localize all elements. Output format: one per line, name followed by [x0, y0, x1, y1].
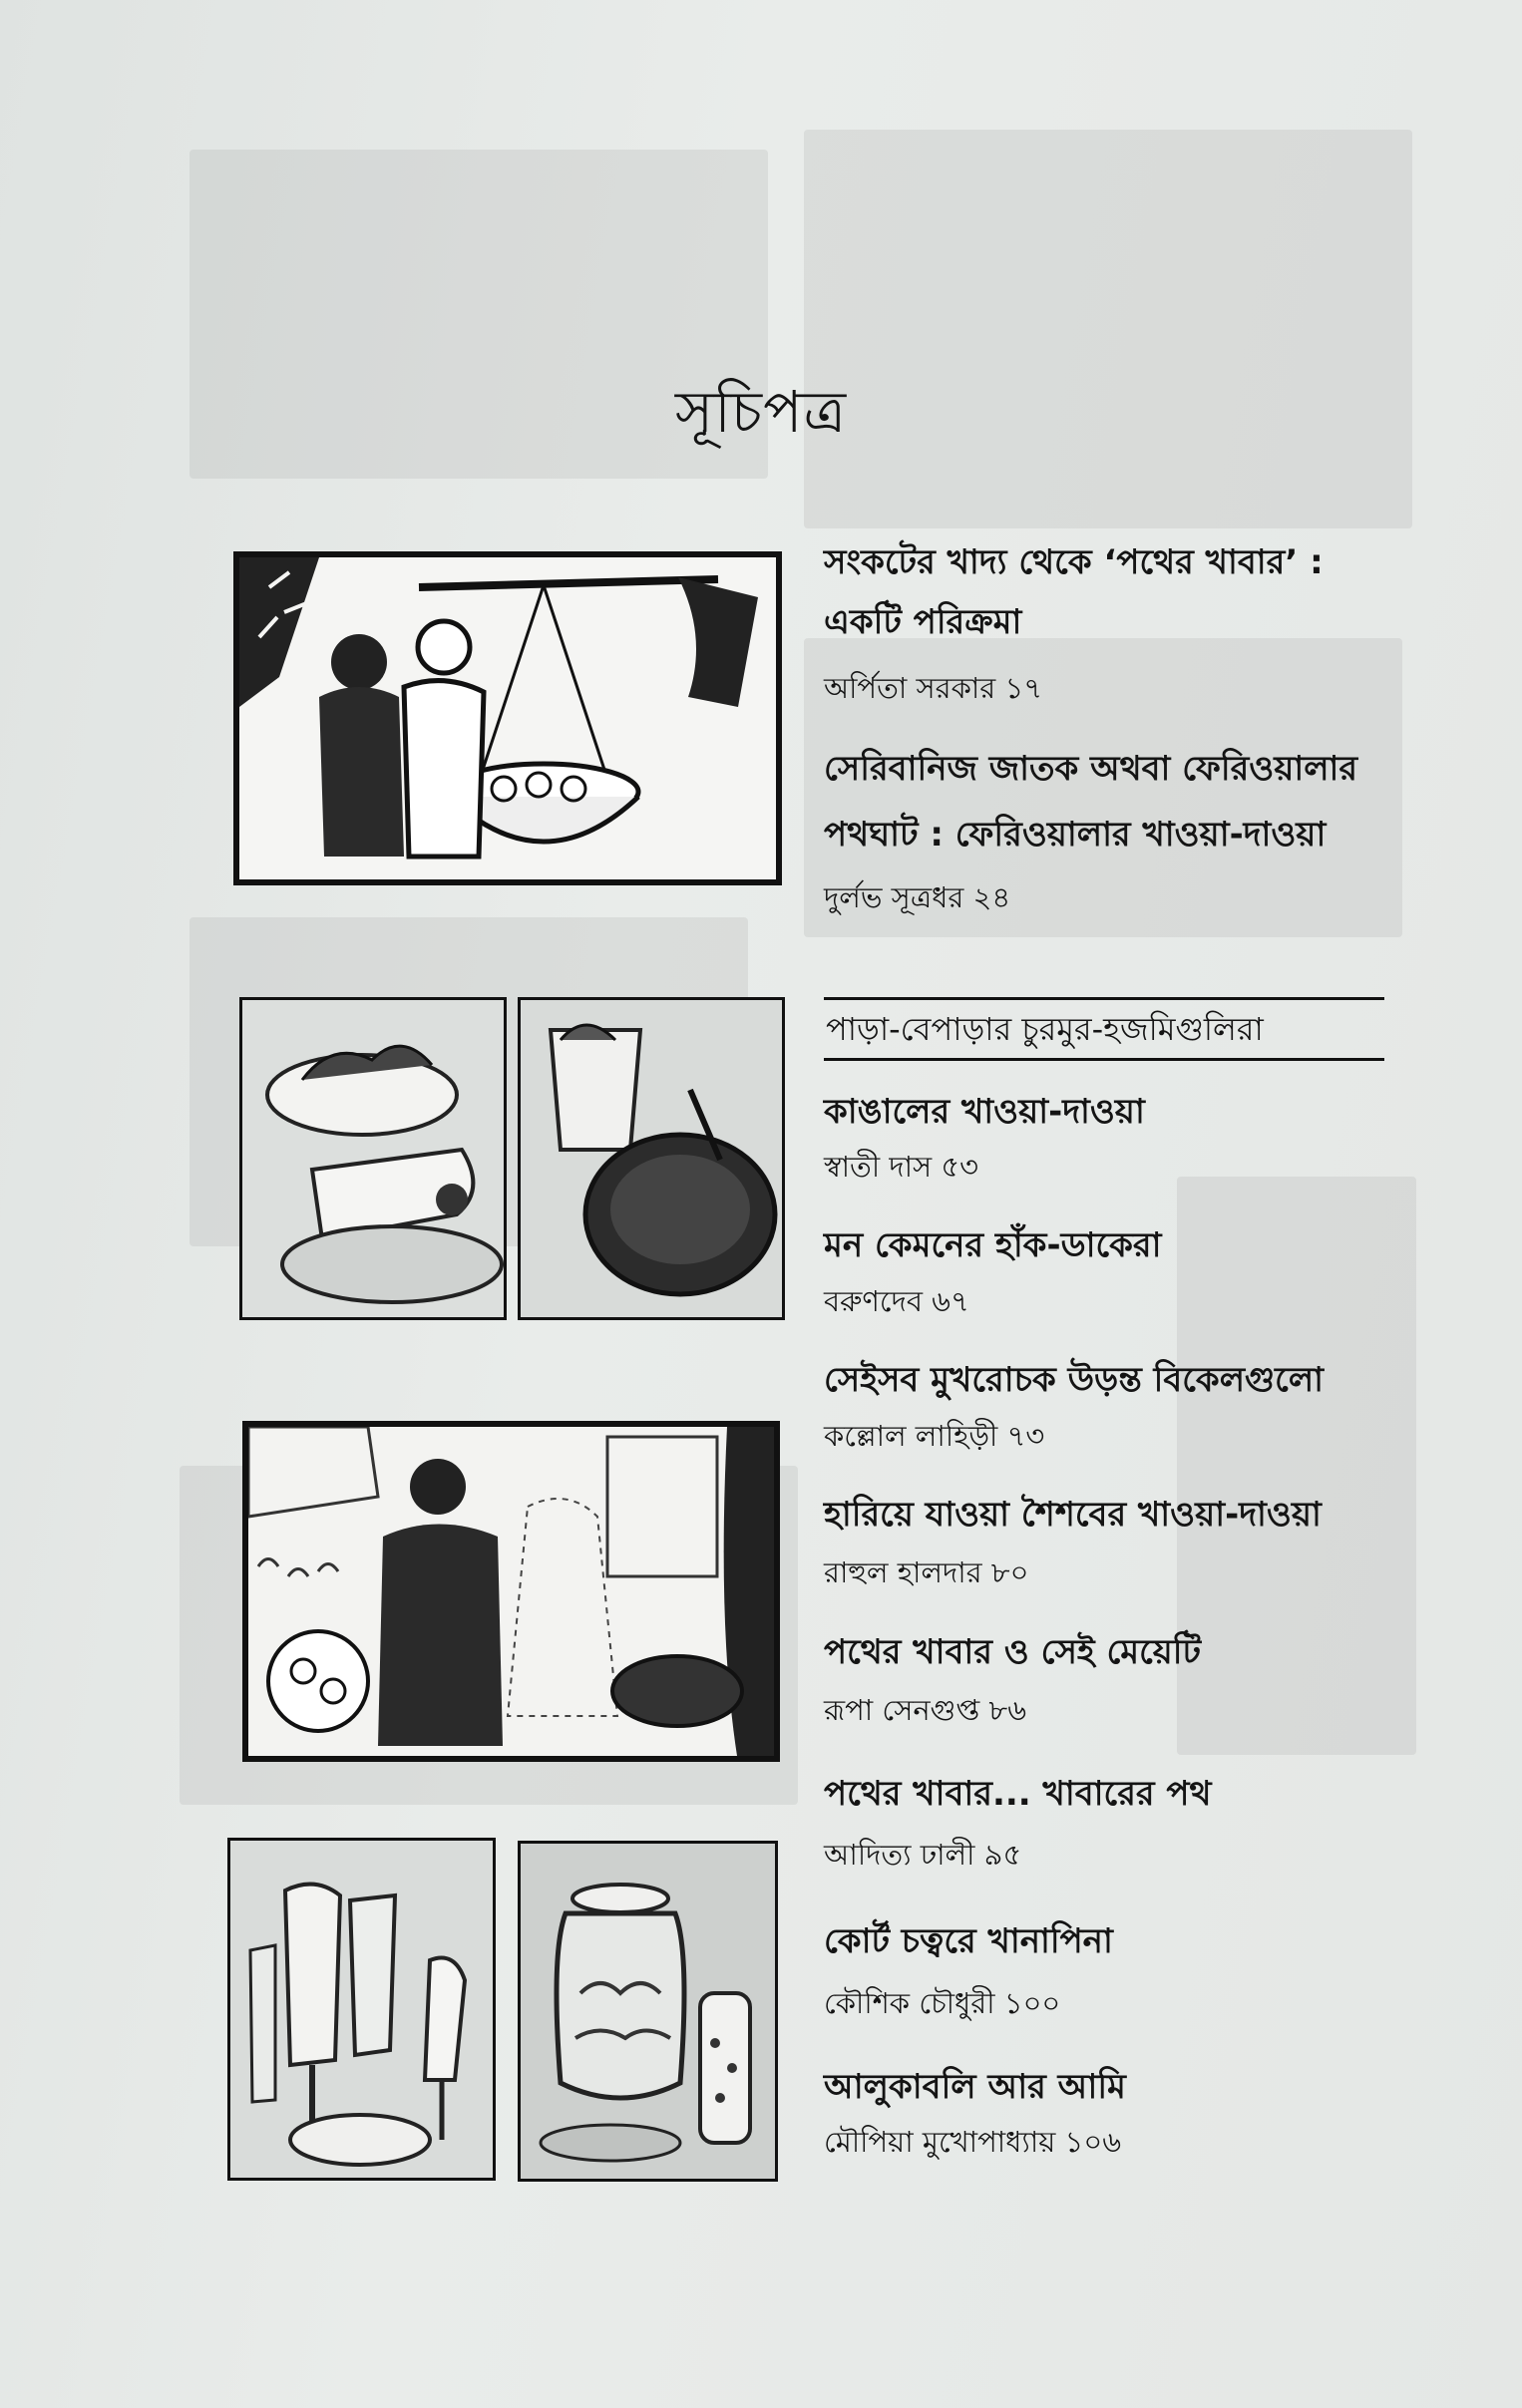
page-title: সূচিপত্র — [674, 377, 848, 446]
toc-entry-title: হারিয়ে যাওয়া শৈশবের খাওয়া-দাওয়া — [824, 1495, 1322, 1535]
toc-entry-author: অর্পিতা সরকার ১৭ — [824, 671, 1043, 705]
toc-entry-author: রাহুল হালদার ৮০ — [824, 1555, 1029, 1589]
toc-entry-author: রূপা সেনগুপ্ত ৮৬ — [824, 1693, 1027, 1727]
toc-entry-author: মৌপিয়া মুখোপাধ্যায় ১০৬ — [824, 2125, 1122, 2159]
toc-entry-title: পথের খাবার ও সেই মেয়েটি — [824, 1632, 1202, 1672]
toc-entry-title: সংকটের খাদ্য থেকে ‘পথের খাবার’ : — [824, 542, 1324, 582]
toc-entry-author: কল্লোল লাহিড়ী ৭৩ — [824, 1419, 1045, 1453]
toc-entry-title: সেইসব মুখরোচক উড়ন্ত বিকেলগুলো — [824, 1360, 1325, 1400]
ice-candy-illustration-icon — [227, 1838, 496, 2181]
toc-entry-title: সেরিবানিজ জাতক অথবা ফেরিওয়ালার — [824, 749, 1358, 789]
toc-entry-title: পথের খাবার... খাবারের পথ — [824, 1774, 1212, 1814]
toc-entry-title: মন কেমনের হাঁক-ডাকেরা — [824, 1225, 1162, 1265]
plated-snacks-illustration-icon — [239, 997, 507, 1320]
toc-entry-title: পথঘাট : ফেরিওয়ালার খাওয়া-দাওয়া — [824, 815, 1327, 855]
bleed-through-block — [804, 130, 1412, 528]
pickle-jar-illustration-icon — [518, 1841, 778, 2182]
toc-entry-author: বরুণদেব ৬৭ — [824, 1284, 969, 1318]
chaat-bowl-illustration-icon — [518, 997, 785, 1320]
toc-entry-title: কোর্ট চত্বরে খানাপিনা — [824, 1921, 1113, 1961]
toc-entry-author: কৌশিক চৌধুরী ১০০ — [824, 1986, 1061, 2020]
toc-entry-author: আদিত্য ঢালী ৯৫ — [824, 1838, 1022, 1872]
street-eater-illustration-icon — [242, 1421, 780, 1762]
toc-entry-title: আলুকাবলি আর আমি — [824, 2067, 1126, 2107]
toc-entry-title: একটি পরিক্রমা — [824, 602, 1022, 642]
section-heading: পাড়া-বেপাড়ার চুরমুর-হজমিগুলিরা — [824, 997, 1384, 1061]
toc-entry-author: স্বাতী দাস ৫৩ — [824, 1150, 979, 1184]
toc-entry-title: কাঙালের খাওয়া-দাওয়া — [824, 1092, 1145, 1132]
street-vendor-illustration-icon — [233, 551, 782, 885]
toc-entry-author: দুর্লভ সূত্রধর ২৪ — [824, 880, 1011, 914]
